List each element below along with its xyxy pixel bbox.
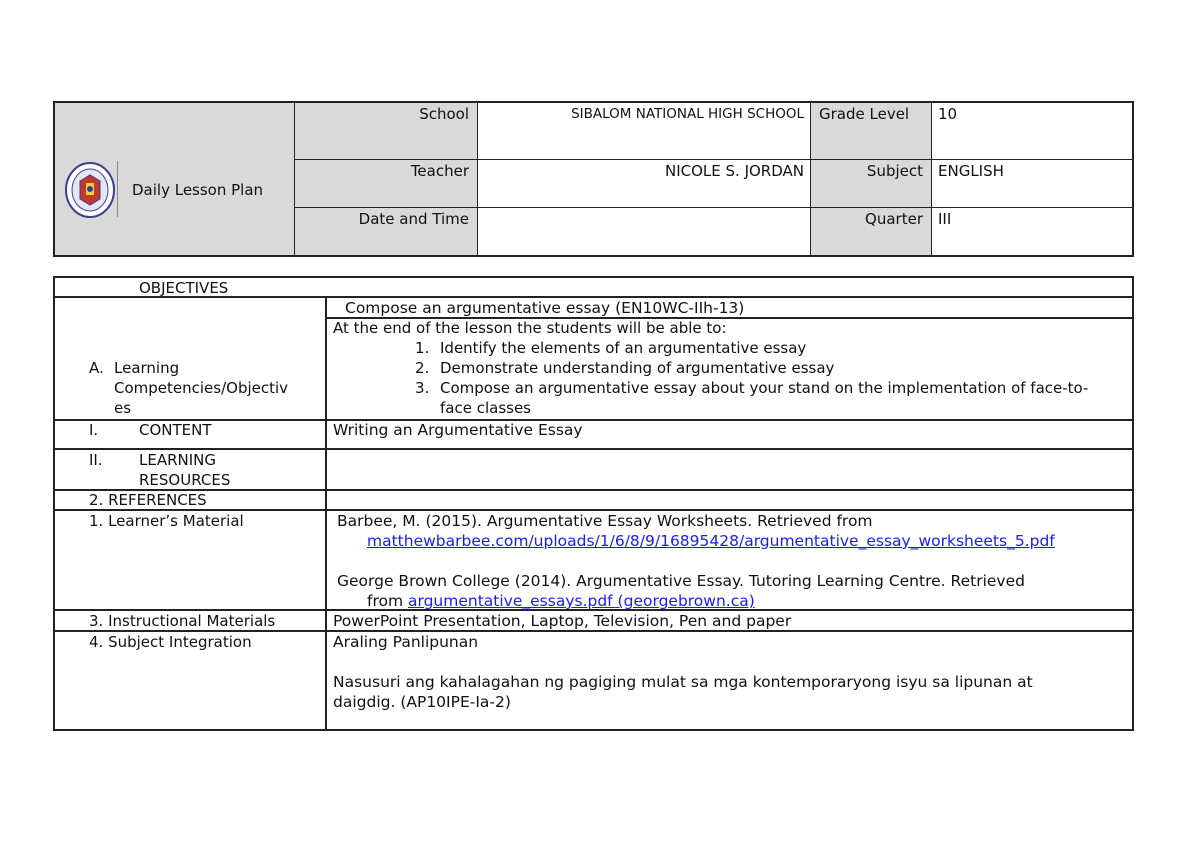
lesson-plan-table [53, 276, 1134, 731]
integration-text-2: daigdig. (AP10IPE-Ia-2) [333, 693, 511, 711]
date-value [478, 208, 811, 255]
reference-1-link[interactable]: matthewbarbee.com/uploads/1/6/8/9/16895428/argumentative_essay_worksheets_5.pdf [367, 532, 1055, 550]
teacher-label: Teacher [295, 160, 478, 208]
references-label: 2. REFERENCES [89, 491, 207, 509]
date-label: Date and Time [295, 208, 478, 255]
objective-item: 2. Demonstrate understanding of argumentative essay [415, 359, 835, 377]
competency-code: Compose an argumentative essay (EN10WC-IIh-13) [345, 299, 745, 317]
deped-seal-icon [64, 161, 116, 219]
quarter-label: Quarter [811, 208, 932, 255]
objective-item: 1. Identify the elements of an argumentative essay [415, 339, 807, 357]
grade-label: Grade Level [811, 103, 932, 160]
reference-1 [337, 511, 1132, 551]
logo-cell [55, 103, 295, 255]
objectives-list [333, 338, 1128, 418]
logo-divider [117, 161, 118, 217]
row-divider [55, 419, 1132, 421]
objective-item-continued: face classes [440, 399, 531, 417]
subject-value: ENGLISH [932, 160, 1132, 208]
header-table [53, 101, 1134, 257]
subject-integration-value [333, 632, 1128, 712]
reference-2 [337, 571, 1132, 611]
column-divider [325, 296, 327, 731]
learning-competencies-label-3: es [114, 399, 132, 417]
learning-competencies-label-2: Competencies/Objectiv [114, 379, 289, 397]
reference-1-text: Barbee, M. (2015). Argumentative Essay Worksheets. Retrieved from [337, 512, 873, 530]
objectives-heading: OBJECTIVES [139, 279, 229, 297]
integration-subject: Araling Panlipunan [333, 633, 479, 651]
subject-label: Subject [811, 160, 932, 208]
resources-label-2: RESOURCES [139, 471, 231, 489]
instructional-materials-value: PowerPoint Presentation, Laptop, Television, Pen and paper [333, 612, 792, 630]
reference-2-prefix: from [367, 592, 408, 610]
grade-value: 10 [932, 103, 1132, 160]
objectives-intro: At the end of the lesson the students will be able to: [333, 319, 727, 337]
learning-competencies-label-1: Learning [114, 359, 180, 377]
content-number: I. [89, 421, 99, 439]
subject-integration-label: 4. Subject Integration [89, 633, 252, 651]
teacher-value: NICOLE S. JORDAN [478, 160, 811, 208]
school-label: School [295, 103, 478, 160]
resources-number: II. [89, 451, 103, 469]
plan-title: Daily Lesson Plan [132, 181, 264, 199]
learning-competencies-letter: A. [89, 359, 104, 377]
content-value: Writing an Argumentative Essay [333, 421, 583, 439]
quarter-value: III [938, 210, 952, 228]
school-value: SIBALOM NATIONAL HIGH SCHOOL [478, 103, 811, 160]
integration-text-1: Nasusuri ang kahalagahan ng pagiging mulat sa mga kontemporaryong isyu sa lipunan at [333, 673, 1033, 691]
objective-item: 3. Compose an argumentative essay about your stand on the implementation of face-to- [415, 379, 1089, 397]
resources-label-1: LEARNING [139, 451, 217, 469]
reference-2-link[interactable]: argumentative_essays.pdf (georgebrown.ca) [408, 592, 755, 610]
reference-2-text: George Brown College (2014). Argumentative Essay. Tutoring Learning Centre. Retrieved [337, 572, 1025, 590]
instructional-materials-label: 3. Instructional Materials [89, 612, 276, 630]
learners-material-label: 1. Learner’s Material [89, 512, 244, 530]
row-divider [55, 448, 1132, 450]
objectives-block [333, 318, 1128, 418]
content-label: CONTENT [139, 421, 212, 439]
